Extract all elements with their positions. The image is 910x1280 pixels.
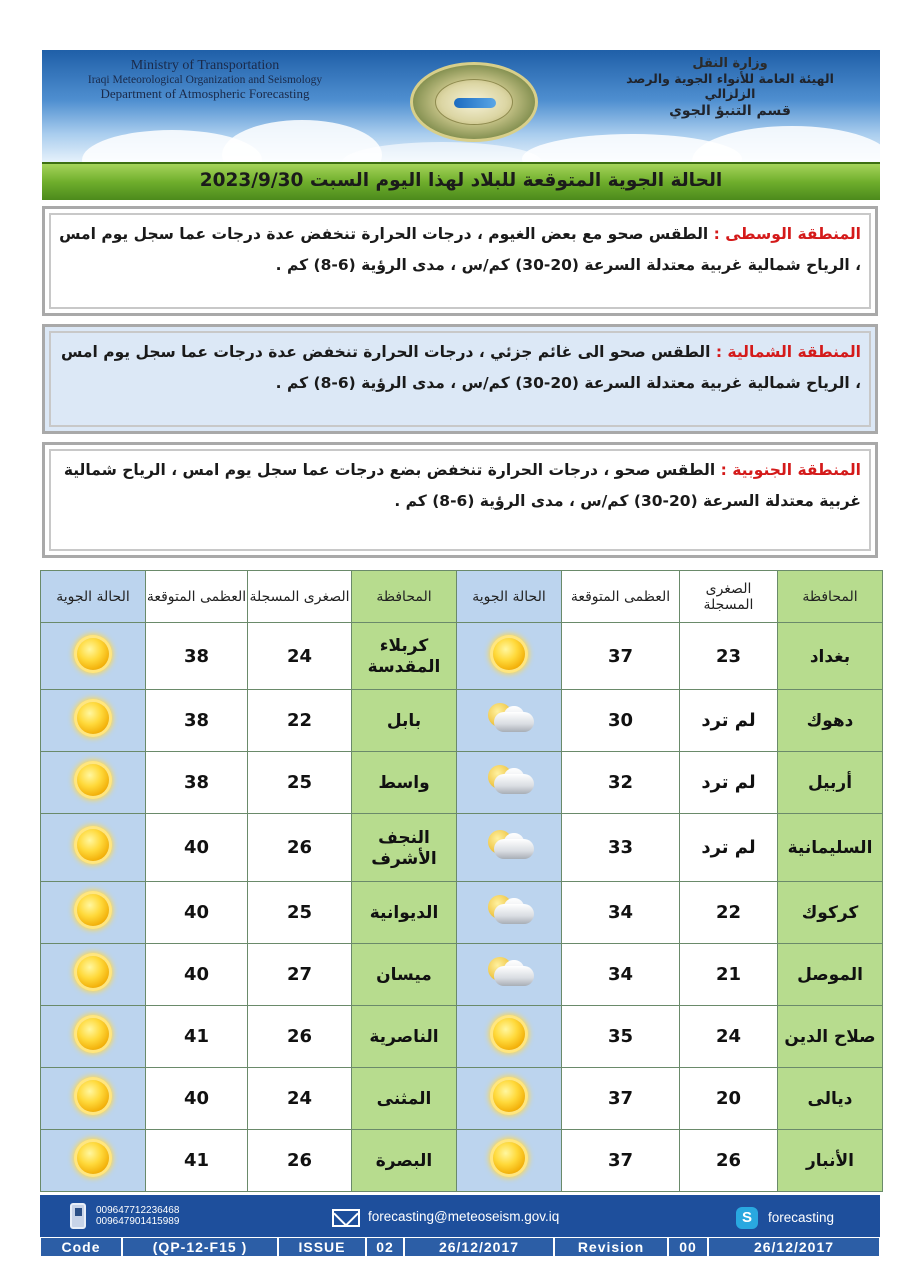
province-name: البصرة: [375, 1151, 433, 1171]
weather-cell: [41, 690, 146, 752]
province-name: الموصل: [797, 965, 863, 985]
province-cell: [352, 690, 457, 752]
min-temp-cell: [680, 623, 778, 690]
max-temp: 38: [183, 772, 210, 793]
sun-icon: [68, 827, 118, 863]
min-temp: لم ترد: [701, 837, 756, 858]
header-arabic-text: [600, 56, 860, 119]
max-temp-cell: [146, 1130, 248, 1192]
forecast-table: [40, 570, 883, 1192]
table-row: [41, 752, 883, 814]
header-max: العظمى المتوقعة: [562, 571, 680, 623]
province-cell: [778, 1006, 883, 1068]
min-temp-cell: [680, 814, 778, 882]
sun-icon: [68, 762, 118, 798]
weather-cell: [457, 944, 562, 1006]
max-temp-cell: [562, 623, 680, 690]
min-temp: لم ترد: [701, 772, 756, 793]
min-temp-cell: [248, 1130, 352, 1192]
province-name: ديالى: [807, 1089, 853, 1109]
issue-number: 02: [366, 1237, 404, 1257]
min-temp: 26: [286, 1026, 313, 1047]
email-link[interactable]: forecasting@meteoseism.gov.iq: [368, 1209, 560, 1224]
province-cell: [778, 814, 883, 882]
table-row: [41, 690, 883, 752]
weather-cell: [41, 623, 146, 690]
table-row: [41, 944, 883, 1006]
min-temp: 26: [286, 1150, 313, 1171]
organization-logo: [410, 62, 538, 142]
region-northern: [42, 324, 878, 434]
partly-cloudy-icon: [480, 892, 538, 928]
weather-cell: [41, 814, 146, 882]
min-temp: 24: [286, 1088, 313, 1109]
min-temp-cell: [680, 752, 778, 814]
min-temp: 26: [715, 1150, 742, 1171]
province-cell: [778, 690, 883, 752]
province-cell: [352, 1130, 457, 1192]
province-cell: [352, 623, 457, 690]
province-name: بابل: [386, 711, 422, 731]
phone-numbers: [96, 1205, 179, 1227]
min-temp: 25: [286, 772, 313, 793]
max-temp-cell: [562, 944, 680, 1006]
revision-date: 26/12/2017: [708, 1237, 880, 1257]
weather-cell: [41, 752, 146, 814]
province-name: الأنبار: [806, 1151, 854, 1171]
min-temp: 23: [715, 645, 742, 667]
table-header-row: [41, 571, 883, 623]
max-temp-cell: [146, 944, 248, 1006]
province-cell: [352, 752, 457, 814]
footer: [40, 1195, 880, 1257]
province-cell: [778, 1068, 883, 1130]
max-temp-cell: [562, 752, 680, 814]
min-temp-cell: [248, 814, 352, 882]
sun-icon: [484, 1078, 534, 1114]
region-text: الطقس صحو الى غائم جزئي ، درجات الحرارة تنخفض عدة درجات عما سجل يوم امس ، الرياح شمالية غربية معتدلة السرعة (20-30) كم/س ، مدى الرؤية (6-8) كم .: [61, 343, 861, 392]
min-temp-cell: [680, 882, 778, 944]
footer-contact-row: [40, 1195, 880, 1237]
min-temp: 21: [715, 964, 742, 985]
region-southern: [42, 442, 878, 558]
region-label: المنطقة الجنوبية :: [720, 461, 861, 479]
sun-icon: [68, 1016, 118, 1052]
min-temp: 24: [715, 1026, 742, 1047]
max-temp: 40: [183, 1088, 210, 1109]
province-name: النجف الأشرف: [371, 827, 437, 869]
max-temp-cell: [562, 690, 680, 752]
min-temp: 25: [286, 902, 313, 923]
max-temp: 40: [183, 964, 210, 985]
max-temp: 38: [183, 710, 210, 731]
max-temp-cell: [146, 690, 248, 752]
table-row: [41, 1130, 883, 1192]
max-temp: 30: [607, 710, 634, 731]
ministry-name-en: Ministry of Transportation: [130, 58, 280, 73]
province-name: المثنى: [376, 1089, 432, 1109]
header-min: الصغرى المسجلة: [680, 571, 778, 623]
min-temp: 26: [286, 837, 313, 858]
sun-icon: [484, 1016, 534, 1052]
phone-number-1: 009647712236468: [96, 1205, 180, 1216]
sun-icon: [484, 1140, 534, 1176]
min-temp-cell: [680, 1006, 778, 1068]
organization-name-ar: الهيئة العامة للأنواء الجوية والرصد الزلزالي: [626, 71, 834, 101]
sun-icon: [68, 636, 118, 672]
region-label: المنطقة الشمالية :: [715, 343, 861, 361]
weather-cell: [457, 623, 562, 690]
max-temp-cell: [146, 814, 248, 882]
table-row: [41, 623, 883, 690]
code-value: (QP-12-F15 ): [122, 1237, 278, 1257]
issue-label: ISSUE: [278, 1237, 366, 1257]
department-name-en: Department of Atmospheric Forecasting: [100, 86, 310, 101]
partly-cloudy-icon: [480, 700, 538, 736]
code-label: Code: [40, 1237, 122, 1257]
max-temp: 37: [607, 1088, 634, 1109]
skype-icon: S: [736, 1207, 758, 1229]
max-temp-cell: [146, 623, 248, 690]
max-temp-cell: [562, 1130, 680, 1192]
header-province: المحافظة: [352, 571, 457, 623]
min-temp-cell: [248, 882, 352, 944]
province-name: كربلاء المقدسة: [367, 636, 441, 677]
table-row: [41, 1068, 883, 1130]
max-temp: 40: [183, 837, 210, 858]
max-temp-cell: [146, 752, 248, 814]
weather-cell: [41, 1068, 146, 1130]
province-cell: [778, 623, 883, 690]
partly-cloudy-icon: [480, 954, 538, 990]
min-temp: 27: [286, 964, 313, 985]
region-text: الطقس صحو ، درجات الحرارة تنخفض بضع درجات عما سجل يوم امس ، الرياح شمالية غربية معتدلة السرعة (20-30) كم/س ، مدى الرؤية (6-8) كم .: [63, 461, 861, 510]
header-weather: الحالة الجوية: [41, 571, 146, 623]
province-name: واسط: [378, 773, 430, 793]
min-temp-cell: [248, 623, 352, 690]
revision-label: Revision: [554, 1237, 668, 1257]
max-temp: 37: [607, 1150, 634, 1171]
region-text: الطقس صحو مع بعض الغيوم ، درجات الحرارة تنخفض عدة درجات عما سجل يوم امس ، الرياح شمالية غربية معتدلة السرعة (20-30) كم/س ، مدى الرؤية (6-8) كم .: [59, 225, 861, 274]
min-temp: 22: [715, 902, 742, 923]
max-temp-cell: [562, 814, 680, 882]
weather-cell: [457, 1006, 562, 1068]
province-name: دهوك: [806, 711, 854, 731]
phone-icon: [70, 1203, 86, 1229]
ministry-name-ar: وزارة النقل: [692, 56, 768, 71]
max-temp: 34: [607, 964, 634, 985]
province-name: الناصرية: [369, 1027, 439, 1047]
skype-handle[interactable]: forecasting: [768, 1210, 835, 1225]
min-temp-cell: [680, 1130, 778, 1192]
province-name: السليمانية: [787, 838, 873, 858]
region-central: [42, 206, 878, 316]
max-temp: 41: [183, 1150, 210, 1171]
document-code-bar: [40, 1237, 880, 1257]
max-temp: 38: [183, 645, 210, 667]
weather-cell: [457, 752, 562, 814]
header-min: الصغرى المسجلة: [248, 571, 352, 623]
title-bar: [42, 162, 880, 200]
province-cell: [352, 944, 457, 1006]
min-temp-cell: [248, 690, 352, 752]
province-name: بغداد: [809, 646, 851, 667]
max-temp: 32: [607, 772, 634, 793]
sun-icon: [68, 954, 118, 990]
max-temp-cell: [562, 1068, 680, 1130]
max-temp-cell: [146, 1006, 248, 1068]
max-temp: 40: [183, 902, 210, 923]
province-cell: [352, 814, 457, 882]
header-weather: الحالة الجوية: [457, 571, 562, 623]
province-cell: [778, 944, 883, 1006]
header-english-text: [60, 58, 350, 102]
table-row: [41, 1006, 883, 1068]
province-cell: [352, 1068, 457, 1130]
sun-icon: [68, 1078, 118, 1114]
sun-icon: [68, 1140, 118, 1176]
province-cell: [778, 752, 883, 814]
min-temp-cell: [248, 1068, 352, 1130]
header-max: العظمى المتوقعة: [146, 571, 248, 623]
revision-number: 00: [668, 1237, 708, 1257]
partly-cloudy-icon: [480, 827, 538, 863]
issue-date: 26/12/2017: [404, 1237, 554, 1257]
weather-cell: [457, 1068, 562, 1130]
sun-icon: [68, 892, 118, 928]
min-temp: 24: [286, 645, 313, 667]
sun-icon: [68, 700, 118, 736]
province-cell: [352, 882, 457, 944]
province-name: أربيل: [807, 773, 853, 793]
min-temp-cell: [248, 944, 352, 1006]
department-name-ar: قسم التنبؤ الجوي: [669, 103, 791, 119]
weather-cell: [41, 882, 146, 944]
weather-cell: [41, 1130, 146, 1192]
weather-cell: [457, 814, 562, 882]
max-temp: 33: [607, 837, 634, 858]
table-row: [41, 882, 883, 944]
province-name: ميسان: [376, 965, 432, 985]
min-temp-cell: [248, 1006, 352, 1068]
min-temp-cell: [680, 690, 778, 752]
header-province: المحافظة: [778, 571, 883, 623]
min-temp-cell: [680, 944, 778, 1006]
table-body: [41, 623, 883, 1192]
region-label: المنطقة الوسطى :: [713, 225, 861, 243]
weather-cell: [41, 944, 146, 1006]
weather-cell: [41, 1006, 146, 1068]
min-temp-cell: [680, 1068, 778, 1130]
min-temp-cell: [248, 752, 352, 814]
min-temp: 20: [715, 1088, 742, 1109]
sun-icon: [484, 636, 534, 672]
phone-number-2: 009647901415989: [96, 1216, 180, 1227]
province-cell: [778, 1130, 883, 1192]
province-name: صلاح الدين: [784, 1027, 876, 1047]
province-cell: [352, 1006, 457, 1068]
max-temp-cell: [562, 1006, 680, 1068]
organization-name-en: Iraqi Meteorological Organization and Seismology: [87, 74, 323, 86]
weather-cell: [457, 690, 562, 752]
province-name: كركوك: [801, 903, 859, 923]
min-temp: 22: [286, 710, 313, 731]
province-cell: [778, 882, 883, 944]
header-banner: [42, 50, 880, 162]
max-temp-cell: [146, 1068, 248, 1130]
weather-cell: [457, 882, 562, 944]
max-temp: 37: [607, 645, 634, 667]
min-temp: لم ترد: [701, 710, 756, 731]
province-name: الديوانية: [369, 903, 439, 923]
partly-cloudy-icon: [480, 762, 538, 798]
max-temp: 35: [607, 1026, 634, 1047]
weather-cell: [457, 1130, 562, 1192]
page-title: الحالة الجوية المتوقعة للبلاد لهذا اليوم السبت 2023/9/30: [199, 170, 723, 191]
max-temp-cell: [146, 882, 248, 944]
mail-icon: [332, 1209, 360, 1227]
max-temp: 34: [607, 902, 634, 923]
table-row: [41, 814, 883, 882]
max-temp: 41: [183, 1026, 210, 1047]
max-temp-cell: [562, 882, 680, 944]
